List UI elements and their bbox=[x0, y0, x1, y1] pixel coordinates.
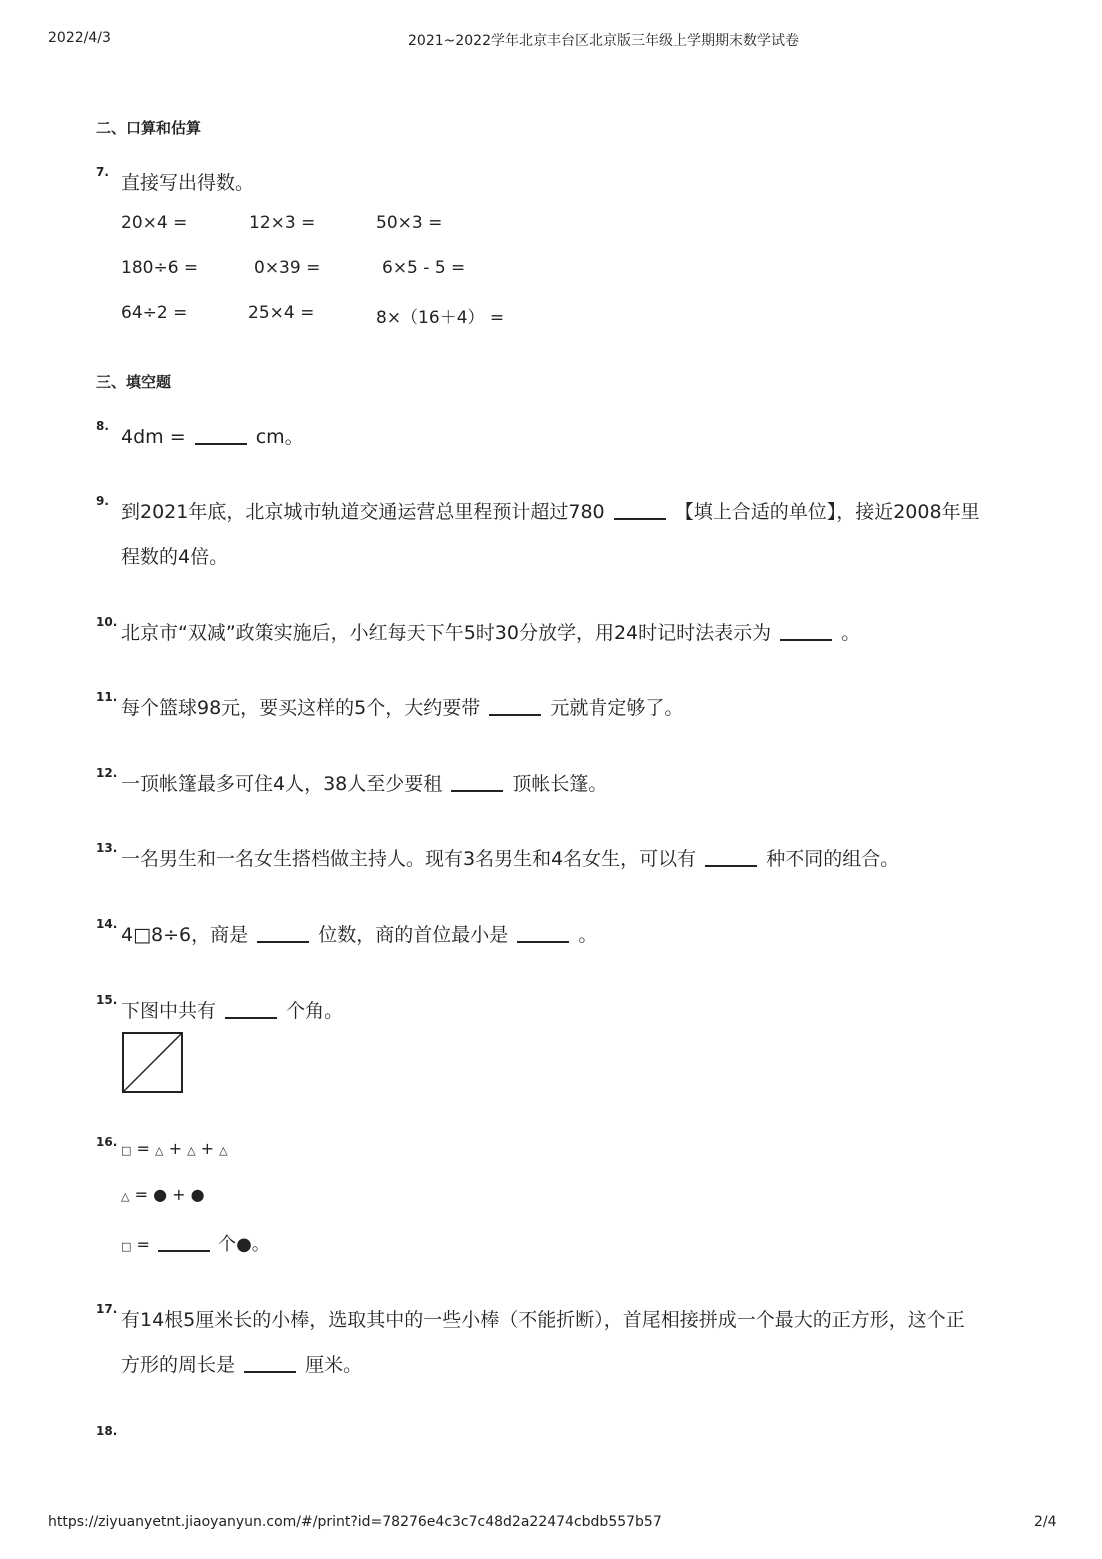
dot-symbol: ● bbox=[190, 1185, 205, 1204]
calc-item: 25×4 = bbox=[248, 303, 315, 323]
question-number-16: 16. bbox=[96, 1135, 118, 1149]
answer-blank[interactable] bbox=[705, 847, 757, 867]
question-13-text: 一名男生和一名女生搭档做主持人。现有3名男生和4名女生，可以有 种不同的组合。 bbox=[121, 848, 900, 870]
answer-blank[interactable] bbox=[489, 696, 541, 716]
section-title-oral-calc: 二、口算和估算 bbox=[96, 119, 202, 137]
question-8-text: 4dm = cm。 bbox=[121, 426, 304, 448]
calc-item: 12×3 = bbox=[249, 213, 316, 233]
question-number-15: 15. bbox=[96, 993, 118, 1007]
question-number-9: 9. bbox=[96, 494, 109, 508]
question-number-12: 12. bbox=[96, 766, 118, 780]
equation-line-1: □ = △ + △ + △ bbox=[121, 1139, 228, 1158]
square-with-diagonal-figure bbox=[122, 1032, 184, 1094]
question-9-text-line2: 程数的4倍。 bbox=[121, 546, 229, 568]
question-10-text: 北京市“双减”政策实施后，小红每天下午5时30分放学，用24时记时法表示为 。 bbox=[121, 622, 861, 644]
question-number-13: 13. bbox=[96, 841, 118, 855]
calc-item: 0×39 = bbox=[254, 258, 321, 278]
answer-blank[interactable] bbox=[614, 500, 666, 520]
question-12-text: 一顶帐篷最多可住4人，38人至少要租 顶帐长篷。 bbox=[121, 773, 608, 795]
page-url: https://ziyuanyetnt.jiaoyanyun.com/#/print?id=78276e4c3c7c48d2a22474cbdb557b57 bbox=[48, 1514, 662, 1530]
triangle-symbol: △ bbox=[219, 1144, 228, 1157]
calc-item: 180÷6 = bbox=[121, 258, 199, 278]
dot-symbol: ● bbox=[153, 1185, 168, 1204]
question-17-text-line2: 方形的周长是 厘米。 bbox=[121, 1354, 363, 1376]
calc-item: 64÷2 = bbox=[121, 303, 188, 323]
question-14-text: 4□8÷6，商是 位数，商的首位最小是 。 bbox=[121, 924, 598, 946]
square-symbol: □ bbox=[121, 1240, 132, 1253]
question-15-text: 下图中共有 个角。 bbox=[121, 1000, 344, 1022]
print-date: 2022/4/3 bbox=[48, 30, 111, 46]
page-number: 2/4 bbox=[1034, 1514, 1057, 1530]
section-title-fill-in: 三、填空题 bbox=[96, 373, 172, 391]
triangle-symbol: △ bbox=[121, 1190, 130, 1203]
triangle-symbol: △ bbox=[187, 1144, 196, 1157]
question-17-text: 有14根5厘米长的小棒，选取其中的一些小棒（不能折断），首尾相接拼成一个最大的正方形，这个正 bbox=[121, 1309, 965, 1331]
question-number-17: 17. bbox=[96, 1302, 118, 1316]
answer-blank[interactable] bbox=[257, 923, 309, 943]
question-number-8: 8. bbox=[96, 419, 109, 433]
calc-item: 8×（16＋4） = bbox=[376, 308, 505, 328]
triangle-symbol: △ bbox=[155, 1144, 164, 1157]
answer-blank[interactable] bbox=[195, 425, 247, 445]
calc-item: 6×5 - 5 = bbox=[382, 258, 466, 278]
answer-blank[interactable] bbox=[244, 1353, 296, 1373]
calc-item: 20×4 = bbox=[121, 213, 188, 233]
question-number-18: 18. bbox=[96, 1424, 118, 1438]
question-number-10: 10. bbox=[96, 615, 118, 629]
answer-blank[interactable] bbox=[158, 1232, 210, 1252]
answer-blank[interactable] bbox=[780, 621, 832, 641]
question-7-text: 直接写出得数。 bbox=[121, 172, 255, 194]
document-title: 2021~2022学年北京丰台区北京版三年级上学期期末数学试卷 bbox=[408, 33, 799, 49]
question-number-11: 11. bbox=[96, 690, 118, 704]
square-symbol: □ bbox=[121, 1144, 132, 1157]
answer-blank[interactable] bbox=[517, 923, 569, 943]
answer-blank[interactable] bbox=[225, 999, 277, 1019]
equation-line-2: △ = ● + ● bbox=[121, 1185, 205, 1204]
question-9-text: 到2021年底，北京城市轨道交通运营总里程预计超过780 【填上合适的单位】，接近2008年里 bbox=[121, 501, 980, 523]
question-11-text: 每个篮球98元，要买这样的5个，大约要带 元就肯定够了。 bbox=[121, 697, 684, 719]
question-number-7: 7. bbox=[96, 165, 109, 179]
calc-item: 50×3 = bbox=[376, 213, 443, 233]
equation-line-3: □ = 个●。 bbox=[121, 1234, 270, 1255]
question-number-14: 14. bbox=[96, 917, 118, 931]
answer-blank[interactable] bbox=[451, 772, 503, 792]
